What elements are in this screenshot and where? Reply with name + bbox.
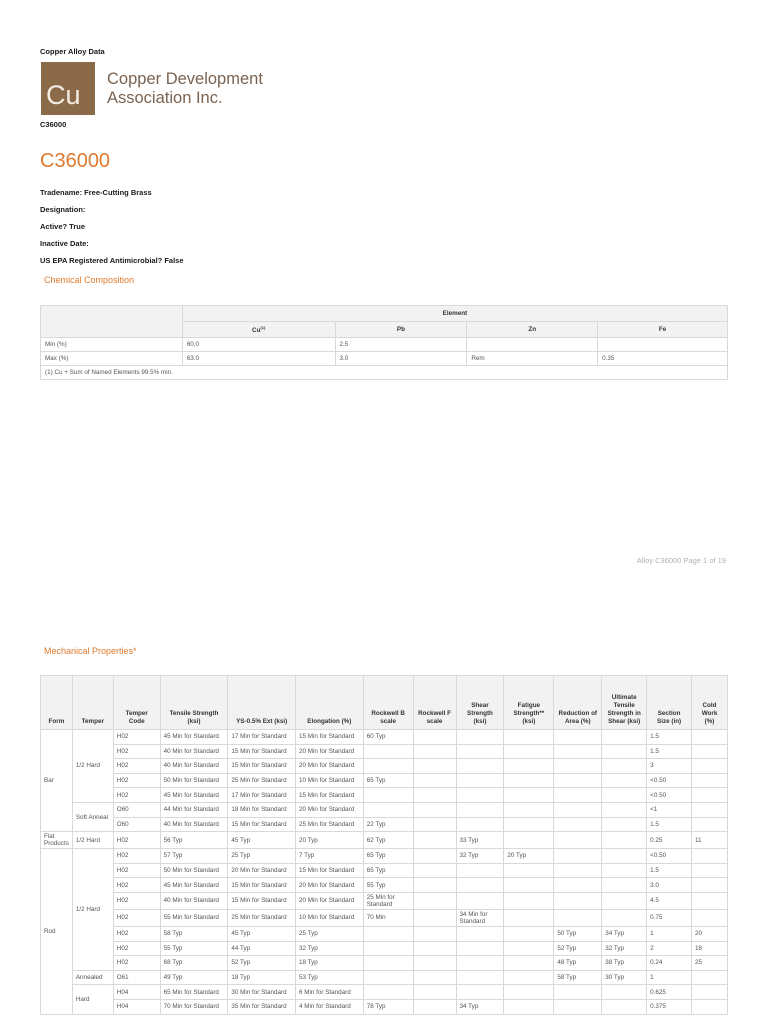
document-header-label: Copper Alloy Data xyxy=(40,47,105,56)
table-cell xyxy=(504,956,554,971)
table-row xyxy=(41,926,728,941)
table-cell: H02 xyxy=(113,941,160,956)
table-cell: 48 Typ xyxy=(554,956,602,971)
form-cell: Flat Products xyxy=(41,832,73,849)
table-cell xyxy=(602,999,647,1014)
table-cell xyxy=(554,773,602,788)
table-cell xyxy=(602,773,647,788)
table-cell: 25 Typ xyxy=(295,926,363,941)
table-cell xyxy=(692,970,728,985)
table-cell: H02 xyxy=(113,956,160,971)
table-cell: 1.5 xyxy=(647,744,692,759)
table-row xyxy=(41,970,728,985)
table-cell xyxy=(602,759,647,774)
table-cell: 25 Min for Standard xyxy=(228,909,296,926)
table-cell: 40 Min for Standard xyxy=(160,892,228,909)
table-cell: 20 Typ xyxy=(295,832,363,849)
table-cell xyxy=(554,832,602,849)
table-cell: 1.5 xyxy=(647,863,692,878)
column-header: Cold Work (%) xyxy=(692,676,728,730)
table-cell xyxy=(363,926,413,941)
table-cell xyxy=(504,773,554,788)
tradename: Tradename: Free-Cutting Brass xyxy=(40,188,152,197)
table-cell xyxy=(504,892,554,909)
designation: Designation: xyxy=(40,205,86,214)
table-cell: 65 Typ xyxy=(363,773,413,788)
table-cell xyxy=(554,849,602,864)
table-cell: 1 xyxy=(647,970,692,985)
table-cell xyxy=(602,892,647,909)
temper-cell: Hard xyxy=(72,985,113,1014)
table-row xyxy=(41,802,728,817)
table-cell: 30 Min for Standard xyxy=(228,985,296,1000)
column-header: Cu$^{(1)}$ xyxy=(182,322,335,338)
table-cell: H02 xyxy=(113,863,160,878)
table-cell: 20 Min for Standard xyxy=(295,878,363,893)
table-cell: 45 Min for Standard xyxy=(160,730,228,745)
table-cell xyxy=(363,788,413,803)
temper-cell: Soft Anneal xyxy=(72,802,113,831)
table-cell xyxy=(554,863,602,878)
table-cell xyxy=(413,773,456,788)
table-cell xyxy=(456,863,504,878)
table-cell: 18 Typ xyxy=(228,970,296,985)
table-cell: 52 Typ xyxy=(554,941,602,956)
table-cell xyxy=(692,863,728,878)
table-cell xyxy=(554,759,602,774)
column-header: Fatigue Strength** (ksi) xyxy=(504,676,554,730)
table-cell xyxy=(456,878,504,893)
column-header: Elongation (%) xyxy=(295,676,363,730)
table-cell: 20 Min for Standard xyxy=(295,892,363,909)
active-status: Active? True xyxy=(40,222,86,231)
table-cell xyxy=(504,817,554,832)
table-cell: 17 Min for Standard xyxy=(228,730,296,745)
column-header: Shear Strength (ksi) xyxy=(456,676,504,730)
cda-logo xyxy=(41,62,263,115)
table-cell: 3.0 xyxy=(647,878,692,893)
table-cell: O60 xyxy=(113,817,160,832)
table-cell: 56 Typ xyxy=(160,832,228,849)
table-cell: 1.5 xyxy=(647,817,692,832)
table-cell xyxy=(692,817,728,832)
table-cell: H02 xyxy=(113,849,160,864)
table-cell: 40 Min for Standard xyxy=(160,817,228,832)
table-cell: H04 xyxy=(113,999,160,1014)
table-cell xyxy=(692,849,728,864)
table-cell xyxy=(413,849,456,864)
table-cell: 50 Min for Standard xyxy=(160,863,228,878)
table-row xyxy=(41,999,728,1014)
form-cell: Rod xyxy=(41,849,73,1014)
table-cell xyxy=(413,788,456,803)
table-cell xyxy=(504,788,554,803)
table-row: Min (%) 60.0 2.5 xyxy=(41,338,728,352)
table-cell: H02 xyxy=(113,878,160,893)
table-cell xyxy=(413,878,456,893)
table-cell: H02 xyxy=(113,759,160,774)
table-cell: H04 xyxy=(113,985,160,1000)
table-cell xyxy=(456,970,504,985)
table-cell: 20 Min for Standard xyxy=(228,863,296,878)
table-cell: 11 xyxy=(692,832,728,849)
table-cell: 60 Typ xyxy=(363,730,413,745)
table-cell xyxy=(602,985,647,1000)
table-cell: 15 Min for Standard xyxy=(228,878,296,893)
table-cell xyxy=(554,985,602,1000)
table-cell: 15 Min for Standard xyxy=(228,892,296,909)
table-cell xyxy=(413,970,456,985)
table-cell xyxy=(554,788,602,803)
table-cell: 30 Typ xyxy=(602,970,647,985)
table-cell xyxy=(363,985,413,1000)
column-header: Section Size (in) xyxy=(647,676,692,730)
table-cell: 4 Min for Standard xyxy=(295,999,363,1014)
table-cell: 25 Min for Standard xyxy=(363,892,413,909)
table-cell: 58 Typ xyxy=(554,970,602,985)
table-cell: 20 Min for Standard xyxy=(295,759,363,774)
table-cell xyxy=(504,878,554,893)
logo-line-2: Association Inc. xyxy=(107,88,223,107)
table-cell: 32 Typ xyxy=(295,941,363,956)
table-cell: 20 xyxy=(692,926,728,941)
table-cell: 6 Min for Standard xyxy=(295,985,363,1000)
table-cell: 4.5 xyxy=(647,892,692,909)
alloy-code-small: C36000 xyxy=(40,120,67,129)
table-cell: 65 Min for Standard xyxy=(160,985,228,1000)
table-cell xyxy=(504,926,554,941)
table-cell xyxy=(602,744,647,759)
table-cell xyxy=(413,832,456,849)
table-cell: 15 Min for Standard xyxy=(295,730,363,745)
column-header: Rockwell B scale xyxy=(363,676,413,730)
table-cell: 78 Typ xyxy=(363,999,413,1014)
table-cell xyxy=(413,909,456,926)
table-row xyxy=(41,759,728,774)
table-cell: 1 xyxy=(647,926,692,941)
table-cell xyxy=(602,730,647,745)
table-row xyxy=(41,892,728,909)
table-cell: 22 Typ xyxy=(363,817,413,832)
table-cell xyxy=(413,926,456,941)
table-cell: 44 Min for Standard xyxy=(160,802,228,817)
table-cell xyxy=(602,832,647,849)
table-cell xyxy=(692,730,728,745)
table-cell: 3 xyxy=(647,759,692,774)
page-footer: Alloy C36000 Page 1 of 19 xyxy=(636,556,726,565)
table-row xyxy=(41,941,728,956)
table-cell: 50 Typ xyxy=(554,926,602,941)
table-cell xyxy=(504,941,554,956)
table-cell: 68 Typ xyxy=(160,956,228,971)
table-cell xyxy=(692,773,728,788)
table-cell xyxy=(602,802,647,817)
table-cell: H02 xyxy=(113,892,160,909)
table-row xyxy=(41,744,728,759)
table-cell xyxy=(602,909,647,926)
table-row xyxy=(41,909,728,926)
table-cell: 25 Min for Standard xyxy=(228,773,296,788)
table-cell: 65 Typ xyxy=(363,849,413,864)
table-cell xyxy=(456,730,504,745)
table-cell xyxy=(456,892,504,909)
table-cell xyxy=(504,832,554,849)
table-cell xyxy=(413,941,456,956)
table-cell: 0.625 xyxy=(647,985,692,1000)
table-cell: H02 xyxy=(113,773,160,788)
table-cell xyxy=(363,941,413,956)
table-row xyxy=(41,832,728,849)
table-cell: <0.50 xyxy=(647,788,692,803)
table-cell xyxy=(363,970,413,985)
table-cell: H02 xyxy=(113,926,160,941)
table-cell: 18 Typ xyxy=(295,956,363,971)
table-cell: 15 Min for Standard xyxy=(228,817,296,832)
table-cell: 34 Typ xyxy=(602,926,647,941)
table-cell: 40 Min for Standard xyxy=(160,759,228,774)
table-cell: 62 Typ xyxy=(363,832,413,849)
table-row xyxy=(41,985,728,1000)
table-cell: 20 Min for Standard xyxy=(295,802,363,817)
table-cell xyxy=(602,878,647,893)
table-cell: 58 Typ xyxy=(160,926,228,941)
table-cell: 17 Min for Standard xyxy=(228,788,296,803)
table-cell: 32 Typ xyxy=(602,941,647,956)
table-cell: 18 Min for Standard xyxy=(228,802,296,817)
table-cell: 15 Min for Standard xyxy=(228,759,296,774)
table-cell: <0.50 xyxy=(647,849,692,864)
table-cell xyxy=(456,744,504,759)
table-cell xyxy=(363,802,413,817)
table-cell xyxy=(692,985,728,1000)
table-cell xyxy=(692,802,728,817)
table-cell: 0.75 xyxy=(647,909,692,926)
table-cell: 25 Min for Standard xyxy=(295,817,363,832)
table-cell: 32 Typ xyxy=(456,849,504,864)
table-cell: 15 Min for Standard xyxy=(295,863,363,878)
table-cell xyxy=(456,788,504,803)
table-cell xyxy=(504,744,554,759)
table-cell: 45 Typ xyxy=(228,832,296,849)
column-header: Fe xyxy=(598,322,728,338)
table-cell: H02 xyxy=(113,730,160,745)
table-cell xyxy=(602,817,647,832)
epa-antimicrobial: US EPA Registered Antimicrobial? False xyxy=(40,256,184,265)
table-cell xyxy=(456,817,504,832)
table-cell xyxy=(554,802,602,817)
table-cell: 0.25 xyxy=(647,832,692,849)
table-cell xyxy=(554,744,602,759)
table-row xyxy=(41,773,728,788)
table-cell: 10 Min for Standard xyxy=(295,909,363,926)
table-cell xyxy=(413,863,456,878)
table-row xyxy=(41,730,728,745)
table-cell xyxy=(456,759,504,774)
table-cell: <0.50 xyxy=(647,773,692,788)
column-header: Tensile Strength (ksi) xyxy=(160,676,228,730)
column-header: Ultimate Tensile Strength in Shear (ksi) xyxy=(602,676,647,730)
table-cell: 70 Min for Standard xyxy=(160,999,228,1014)
table-cell xyxy=(554,909,602,926)
table-cell: 33 Typ xyxy=(456,832,504,849)
table-cell: 53 Typ xyxy=(295,970,363,985)
table-cell xyxy=(413,817,456,832)
chemical-composition-table xyxy=(40,305,728,380)
table-cell: 7 Typ xyxy=(295,849,363,864)
table-cell: 40 Min for Standard xyxy=(160,744,228,759)
inactive-date: Inactive Date: xyxy=(40,239,89,248)
table-cell xyxy=(554,730,602,745)
table-cell: H02 xyxy=(113,744,160,759)
table-cell: 10 Min for Standard xyxy=(295,773,363,788)
table-row xyxy=(41,863,728,878)
table-cell xyxy=(602,788,647,803)
mechanical-properties-table xyxy=(40,675,728,1015)
table-cell xyxy=(692,999,728,1014)
table-cell xyxy=(504,759,554,774)
temper-cell: 1/2 Hard xyxy=(72,730,113,803)
table-cell xyxy=(504,730,554,745)
table-cell xyxy=(554,878,602,893)
table-cell: 0.375 xyxy=(647,999,692,1014)
table-cell xyxy=(692,878,728,893)
table-cell xyxy=(554,999,602,1014)
table-cell: 49 Typ xyxy=(160,970,228,985)
column-header: Rockwell F scale xyxy=(413,676,456,730)
table-cell xyxy=(554,892,602,909)
column-header: Zn xyxy=(467,322,598,338)
mechanical-properties-title: Mechanical Properties* xyxy=(44,646,137,656)
table-cell: 44 Typ xyxy=(228,941,296,956)
chem-footnote: (1) Cu + Sum of Named Elements 99.5% min. xyxy=(41,366,728,380)
table-cell: 45 Typ xyxy=(228,926,296,941)
table-cell: H02 xyxy=(113,788,160,803)
table-cell: 38 Typ xyxy=(602,956,647,971)
table-cell: 25 xyxy=(692,956,728,971)
table-cell: 45 Min for Standard xyxy=(160,788,228,803)
table-cell: O60 xyxy=(113,802,160,817)
table-cell xyxy=(692,892,728,909)
table-cell xyxy=(456,956,504,971)
temper-cell: 1/2 Hard xyxy=(72,832,113,849)
table-cell xyxy=(504,802,554,817)
table-row xyxy=(41,788,728,803)
table-cell: 15 Min for Standard xyxy=(228,744,296,759)
table-cell: 55 Typ xyxy=(160,941,228,956)
chem-corner-cell xyxy=(41,306,183,338)
table-cell xyxy=(504,985,554,1000)
table-cell xyxy=(413,985,456,1000)
logo-text xyxy=(107,70,263,108)
temper-cell: Annealed xyxy=(72,970,113,985)
table-cell xyxy=(602,849,647,864)
table-cell: 35 Min for Standard xyxy=(228,999,296,1014)
table-cell xyxy=(413,744,456,759)
cu-logo-mark: Cu xyxy=(41,62,95,115)
table-cell xyxy=(413,892,456,909)
table-row xyxy=(41,878,728,893)
column-header: Temper xyxy=(72,676,113,730)
table-cell xyxy=(692,788,728,803)
table-cell: 1.5 xyxy=(647,730,692,745)
table-cell xyxy=(692,759,728,774)
table-cell xyxy=(456,941,504,956)
temper-cell: 1/2 Hard xyxy=(72,849,113,971)
table-cell xyxy=(554,817,602,832)
table-cell xyxy=(413,730,456,745)
logo-line-1: Copper Development xyxy=(107,69,263,88)
column-header: Form xyxy=(41,676,73,730)
table-footnote-row xyxy=(41,366,728,380)
table-cell: 20 Typ xyxy=(504,849,554,864)
table-cell: <1 xyxy=(647,802,692,817)
table-cell: 52 Typ xyxy=(228,956,296,971)
column-header: Pb xyxy=(335,322,467,338)
table-cell xyxy=(504,970,554,985)
table-cell: H02 xyxy=(113,832,160,849)
element-group-header: Element xyxy=(182,306,727,322)
table-cell xyxy=(363,759,413,774)
table-cell xyxy=(456,985,504,1000)
table-row xyxy=(41,849,728,864)
table-cell: 55 Typ xyxy=(363,878,413,893)
table-cell: 0.24 xyxy=(647,956,692,971)
table-cell xyxy=(504,863,554,878)
table-cell: H02 xyxy=(113,909,160,926)
table-cell: 34 Min for Standard xyxy=(456,909,504,926)
table-cell xyxy=(692,909,728,926)
table-cell: 70 Min xyxy=(363,909,413,926)
table-cell: 15 Min for Standard xyxy=(295,788,363,803)
column-header: Temper Code xyxy=(113,676,160,730)
table-row: Max (%) 63.0 3.0 Rem 0.35 xyxy=(41,352,728,366)
table-cell xyxy=(413,802,456,817)
table-cell: 57 Typ xyxy=(160,849,228,864)
chemical-composition-title: Chemical Composition xyxy=(44,275,135,285)
column-header: Reduction of Area (%) xyxy=(554,676,602,730)
table-cell: 65 Typ xyxy=(363,863,413,878)
table-cell: 45 Min for Standard xyxy=(160,878,228,893)
table-cell xyxy=(413,999,456,1014)
table-cell xyxy=(456,773,504,788)
column-header: YS-0.5% Ext (ksi) xyxy=(228,676,296,730)
table-cell: 55 Min for Standard xyxy=(160,909,228,926)
table-cell: 18 xyxy=(692,941,728,956)
table-cell xyxy=(504,999,554,1014)
table-cell xyxy=(363,744,413,759)
table-cell: O61 xyxy=(113,970,160,985)
table-cell: 34 Typ xyxy=(456,999,504,1014)
table-cell xyxy=(413,759,456,774)
table-cell: 50 Min for Standard xyxy=(160,773,228,788)
table-row xyxy=(41,817,728,832)
table-cell xyxy=(363,956,413,971)
table-row xyxy=(41,956,728,971)
form-cell: Bar xyxy=(41,730,73,832)
table-cell xyxy=(456,802,504,817)
table-cell xyxy=(504,909,554,926)
table-cell xyxy=(413,956,456,971)
table-cell xyxy=(692,744,728,759)
table-cell: 2 xyxy=(647,941,692,956)
table-cell xyxy=(602,863,647,878)
table-cell: 20 Min for Standard xyxy=(295,744,363,759)
table-cell: 25 Typ xyxy=(228,849,296,864)
table-cell xyxy=(456,926,504,941)
alloy-title: C36000 xyxy=(40,150,111,172)
